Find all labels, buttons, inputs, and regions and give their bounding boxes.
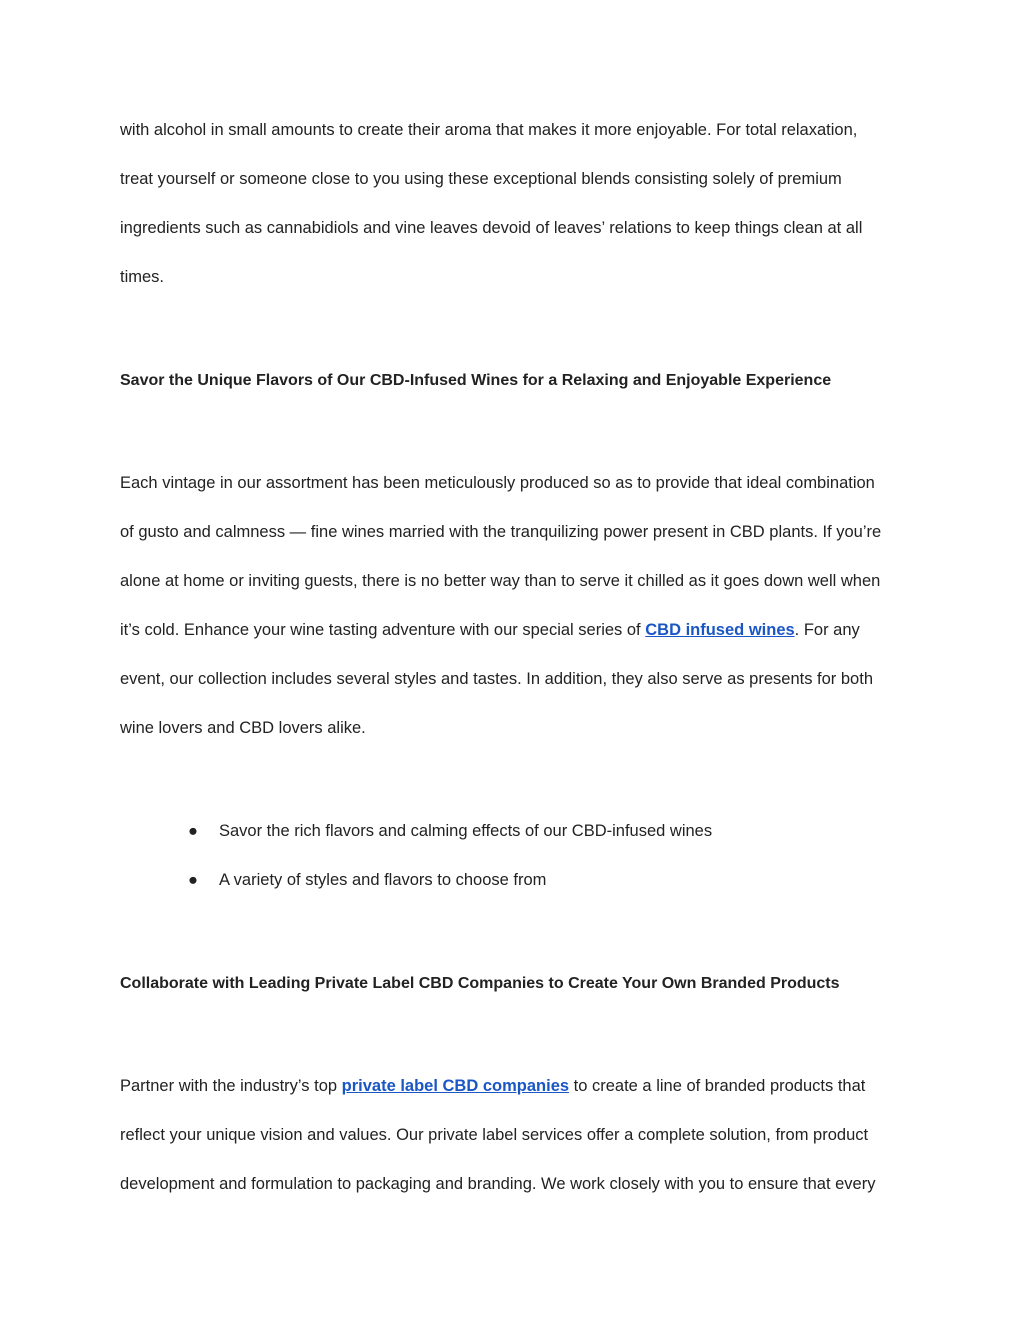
text-segment: . For any <box>794 621 860 639</box>
paragraph-private-label <box>120 1062 920 1209</box>
spacer <box>120 753 920 807</box>
paragraph-line: event, our collection includes several styles and tastes. In addition, they also serve as presents for both <box>120 670 873 688</box>
bullet-icon: ● <box>188 871 198 889</box>
paragraph-line: Each vintage in our assortment has been meticulously produced so as to provide that ideal combination <box>120 474 875 492</box>
section-heading-cbd-wines: Savor the Unique Flavors of Our CBD-Infused Wines for a Relaxing and Enjoyable Experience <box>120 372 832 389</box>
paragraph-line: alone at home or inviting guests, there is no better way than to serve it chilled as it goes down well when <box>120 572 881 590</box>
list-item-text: A variety of styles and flavors to choose from <box>219 871 547 889</box>
list-item <box>120 807 920 856</box>
text-segment: to create a line of branded products that <box>569 1077 866 1095</box>
text-segment: it’s cold. Enhance your wine tasting adventure with our special series of <box>120 621 646 639</box>
paragraph-cbd-wines <box>120 459 920 753</box>
paragraph-line: treat yourself or someone close to you using these exceptional blends consisting solely of premium <box>120 170 842 188</box>
section-heading-private-label: Collaborate with Leading Private Label CBD Companies to Create Your Own Branded Products <box>120 975 840 992</box>
list-item <box>120 856 920 905</box>
paragraph-line: reflect your unique vision and values. Our private label services offer a complete solution, from product <box>120 1126 869 1144</box>
paragraph-line: times. <box>120 268 165 286</box>
text-segment: Partner with the industry’s top <box>120 1077 342 1095</box>
paragraph-line-with-link <box>120 606 920 655</box>
cbd-infused-wines-link[interactable]: CBD infused wines <box>645 621 795 639</box>
spacer <box>120 302 920 356</box>
spacer <box>120 405 920 459</box>
list-item-text: Savor the rich flavors and calming effects of our CBD-infused wines <box>219 822 713 840</box>
paragraph-intro <box>120 106 920 302</box>
bullet-list <box>120 807 920 905</box>
paragraph-line: development and formulation to packaging and branding. We work closely with you to ensure that every <box>120 1175 876 1193</box>
spacer <box>120 905 920 959</box>
paragraph-line: of gusto and calmness — fine wines married with the tranquilizing power present in CBD plants. If you’re <box>120 523 882 541</box>
spacer <box>120 1008 920 1062</box>
paragraph-line: with alcohol in small amounts to create their aroma that makes it more enjoyable. For total relaxation, <box>120 121 858 139</box>
bullet-icon: ● <box>188 822 198 840</box>
paragraph-line: ingredients such as cannabidiols and vine leaves devoid of leaves’ relations to keep things clean at all <box>120 219 863 237</box>
paragraph-line: wine lovers and CBD lovers alike. <box>120 719 366 737</box>
private-label-cbd-companies-link[interactable]: private label CBD companies <box>341 1077 570 1095</box>
document-page <box>120 106 920 1209</box>
paragraph-line-with-link <box>120 1062 920 1111</box>
